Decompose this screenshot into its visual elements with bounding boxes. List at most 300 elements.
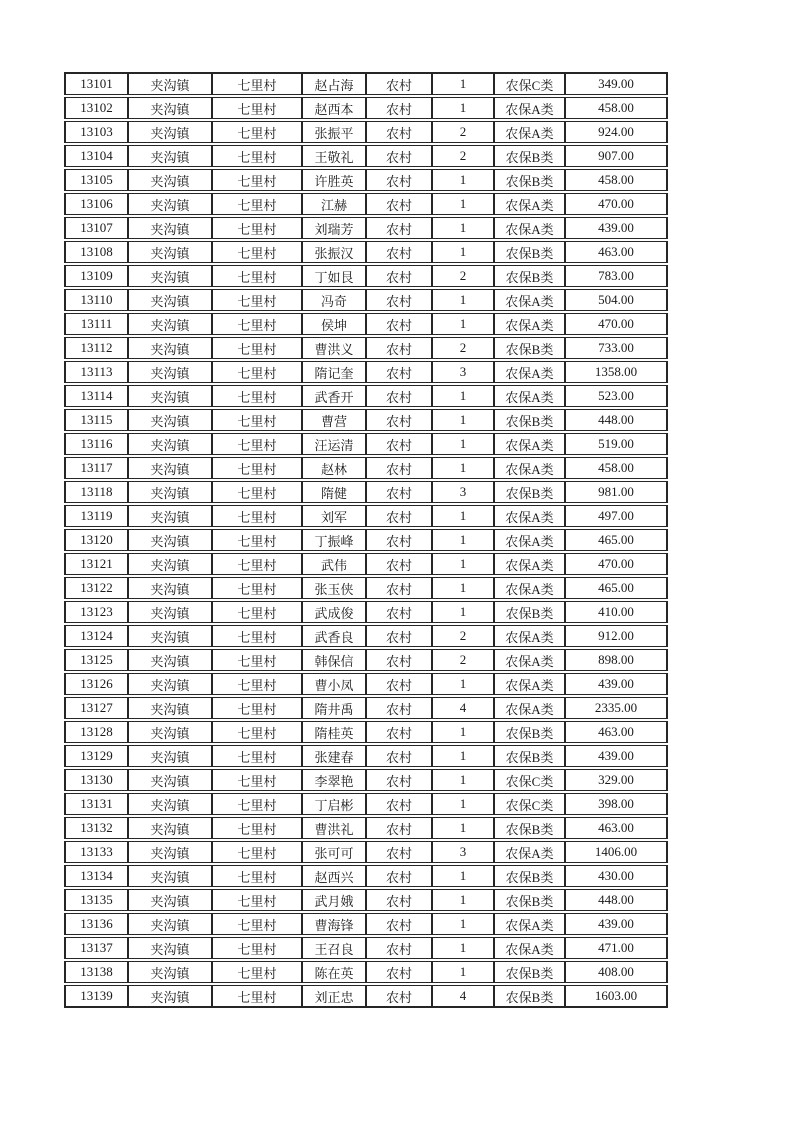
table-cell: 夹沟镇 — [128, 241, 212, 263]
table-cell: 农村 — [366, 793, 432, 815]
table-cell: 农保A类 — [494, 193, 565, 215]
table-cell: 1406.00 — [565, 841, 668, 863]
table-cell: 13134 — [64, 865, 128, 887]
table-cell: 张可可 — [302, 841, 366, 863]
table-cell: 3 — [432, 361, 494, 383]
table-cell: 523.00 — [565, 385, 668, 407]
table-cell: 农保A类 — [494, 553, 565, 575]
table-cell: 471.00 — [565, 937, 668, 959]
table-cell: 七里村 — [212, 697, 302, 719]
table-cell: 898.00 — [565, 649, 668, 671]
table-cell: 农保B类 — [494, 145, 565, 167]
table-cell: 曹营 — [302, 409, 366, 431]
table-cell: 398.00 — [565, 793, 668, 815]
table-row — [64, 721, 668, 743]
table-cell: 13136 — [64, 913, 128, 935]
table-cell: 农保A类 — [494, 673, 565, 695]
table-cell: 韩保信 — [302, 649, 366, 671]
table-cell: 1 — [432, 313, 494, 335]
table-cell: 农保A类 — [494, 433, 565, 455]
table-cell: 农保A类 — [494, 361, 565, 383]
table-cell: 张玉侠 — [302, 577, 366, 599]
table-cell: 1 — [432, 553, 494, 575]
table-cell: 1358.00 — [565, 361, 668, 383]
table-cell: 3 — [432, 481, 494, 503]
table-cell: 农村 — [366, 721, 432, 743]
table-cell: 农保A类 — [494, 97, 565, 119]
table-cell: 458.00 — [565, 97, 668, 119]
table-cell: 农村 — [366, 745, 432, 767]
table-cell: 329.00 — [565, 769, 668, 791]
table-cell: 隋桂英 — [302, 721, 366, 743]
table-cell: 曹海锋 — [302, 913, 366, 935]
table-cell: 夹沟镇 — [128, 745, 212, 767]
table-cell: 1 — [432, 193, 494, 215]
insurance-roster-table — [64, 70, 668, 1010]
table-cell: 1 — [432, 769, 494, 791]
table-cell: 夹沟镇 — [128, 721, 212, 743]
table-cell: 王召良 — [302, 937, 366, 959]
table-cell: 13110 — [64, 289, 128, 311]
table-cell: 夹沟镇 — [128, 361, 212, 383]
table-cell: 七里村 — [212, 169, 302, 191]
table-cell: 七里村 — [212, 337, 302, 359]
table-cell: 七里村 — [212, 817, 302, 839]
table-cell: 农村 — [366, 433, 432, 455]
table-cell: 439.00 — [565, 673, 668, 695]
table-cell: 13109 — [64, 265, 128, 287]
table-cell: 七里村 — [212, 313, 302, 335]
table-cell: 13114 — [64, 385, 128, 407]
table-cell: 农保A类 — [494, 649, 565, 671]
table-cell: 七里村 — [212, 673, 302, 695]
table-cell: 农村 — [366, 145, 432, 167]
table-cell: 农保A类 — [494, 289, 565, 311]
table-cell: 夹沟镇 — [128, 409, 212, 431]
table-cell: 农村 — [366, 457, 432, 479]
table-cell: 夹沟镇 — [128, 289, 212, 311]
table-cell: 夹沟镇 — [128, 529, 212, 551]
table-row — [64, 409, 668, 431]
table-cell: 458.00 — [565, 457, 668, 479]
table-cell: 1 — [432, 409, 494, 431]
table-cell: 七里村 — [212, 961, 302, 983]
table-cell: 13139 — [64, 985, 128, 1008]
table-cell: 农保B类 — [494, 889, 565, 911]
table-cell: 丁振峰 — [302, 529, 366, 551]
table-cell: 夹沟镇 — [128, 97, 212, 119]
table-cell: 农村 — [366, 865, 432, 887]
table-cell: 七里村 — [212, 241, 302, 263]
table-cell: 1 — [432, 793, 494, 815]
table-row — [64, 217, 668, 239]
table-cell: 夹沟镇 — [128, 961, 212, 983]
table-row — [64, 169, 668, 191]
table-cell: 丁如艮 — [302, 265, 366, 287]
table-cell: 13121 — [64, 553, 128, 575]
table-cell: 张振平 — [302, 121, 366, 143]
table-cell: 470.00 — [565, 313, 668, 335]
table-cell: 隋记奎 — [302, 361, 366, 383]
table-cell: 农保B类 — [494, 241, 565, 263]
table-cell: 463.00 — [565, 721, 668, 743]
table-cell: 七里村 — [212, 577, 302, 599]
table-row — [64, 889, 668, 911]
table-row — [64, 313, 668, 335]
table-cell: 13135 — [64, 889, 128, 911]
table-cell: 2 — [432, 625, 494, 647]
table-cell: 许胜英 — [302, 169, 366, 191]
table-cell: 2 — [432, 265, 494, 287]
table-cell: 刘瑞芳 — [302, 217, 366, 239]
table-cell: 农保B类 — [494, 865, 565, 887]
table-cell: 13124 — [64, 625, 128, 647]
table-cell: 夹沟镇 — [128, 193, 212, 215]
table-cell: 农村 — [366, 673, 432, 695]
table-cell: 农保B类 — [494, 961, 565, 983]
table-row — [64, 121, 668, 143]
table-cell: 夹沟镇 — [128, 697, 212, 719]
table-row — [64, 793, 668, 815]
table-cell: 439.00 — [565, 913, 668, 935]
table-cell: 夹沟镇 — [128, 601, 212, 623]
table-cell: 农保A类 — [494, 505, 565, 527]
table-cell: 13119 — [64, 505, 128, 527]
table-cell: 465.00 — [565, 529, 668, 551]
table-cell: 13133 — [64, 841, 128, 863]
table-cell: 夹沟镇 — [128, 769, 212, 791]
table-cell: 武香开 — [302, 385, 366, 407]
table-cell: 2335.00 — [565, 697, 668, 719]
table-cell: 农保B类 — [494, 409, 565, 431]
table-cell: 夹沟镇 — [128, 505, 212, 527]
table-row — [64, 865, 668, 887]
table-cell: 2 — [432, 121, 494, 143]
table-cell: 李翠艳 — [302, 769, 366, 791]
table-cell: 曹洪义 — [302, 337, 366, 359]
table-cell: 13122 — [64, 577, 128, 599]
table-cell: 赵西本 — [302, 97, 366, 119]
table-row — [64, 817, 668, 839]
table-cell: 912.00 — [565, 625, 668, 647]
table-cell: 13113 — [64, 361, 128, 383]
table-cell: 13105 — [64, 169, 128, 191]
table-cell: 农村 — [366, 121, 432, 143]
table-row — [64, 433, 668, 455]
table-cell: 七里村 — [212, 553, 302, 575]
table-cell: 农村 — [366, 72, 432, 95]
table-cell: 夹沟镇 — [128, 265, 212, 287]
table-cell: 439.00 — [565, 745, 668, 767]
table-cell: 七里村 — [212, 505, 302, 527]
table-cell: 七里村 — [212, 793, 302, 815]
table-row — [64, 553, 668, 575]
table-cell: 1 — [432, 241, 494, 263]
table-cell: 七里村 — [212, 601, 302, 623]
table-cell: 733.00 — [565, 337, 668, 359]
table-cell: 隋健 — [302, 481, 366, 503]
table-row — [64, 625, 668, 647]
table-cell: 463.00 — [565, 817, 668, 839]
table-body — [64, 72, 668, 1008]
table-cell: 夹沟镇 — [128, 313, 212, 335]
table-cell: 侯坤 — [302, 313, 366, 335]
table-cell: 农保A类 — [494, 529, 565, 551]
table-cell: 夹沟镇 — [128, 553, 212, 575]
table-row — [64, 961, 668, 983]
table-cell: 1 — [432, 601, 494, 623]
table-cell: 1 — [432, 961, 494, 983]
table-cell: 农村 — [366, 625, 432, 647]
table-cell: 农村 — [366, 385, 432, 407]
table-cell: 七里村 — [212, 265, 302, 287]
table-cell: 1 — [432, 385, 494, 407]
table-cell: 武成俊 — [302, 601, 366, 623]
table-cell: 农保A类 — [494, 841, 565, 863]
table-cell: 430.00 — [565, 865, 668, 887]
table-cell: 夹沟镇 — [128, 169, 212, 191]
table-cell: 农保B类 — [494, 481, 565, 503]
table-cell: 13123 — [64, 601, 128, 623]
table-cell: 924.00 — [565, 121, 668, 143]
table-cell: 农村 — [366, 289, 432, 311]
table-cell: 13106 — [64, 193, 128, 215]
table-cell: 农村 — [366, 577, 432, 599]
table-cell: 农村 — [366, 241, 432, 263]
table-cell: 1 — [432, 289, 494, 311]
table-cell: 1 — [432, 169, 494, 191]
table-row — [64, 745, 668, 767]
table-cell: 13117 — [64, 457, 128, 479]
table-cell: 农保B类 — [494, 265, 565, 287]
table-cell: 夹沟镇 — [128, 72, 212, 95]
table-cell: 465.00 — [565, 577, 668, 599]
table-cell: 农村 — [366, 337, 432, 359]
table-cell: 13118 — [64, 481, 128, 503]
table-cell: 农保B类 — [494, 817, 565, 839]
table-cell: 七里村 — [212, 481, 302, 503]
table-row — [64, 241, 668, 263]
table-cell: 夹沟镇 — [128, 649, 212, 671]
table-row — [64, 361, 668, 383]
table-row — [64, 697, 668, 719]
table-cell: 13107 — [64, 217, 128, 239]
table-cell: 13103 — [64, 121, 128, 143]
table-cell: 刘军 — [302, 505, 366, 527]
table-cell: 农村 — [366, 217, 432, 239]
table-cell: 439.00 — [565, 217, 668, 239]
table-cell: 1 — [432, 889, 494, 911]
table-cell: 农村 — [366, 841, 432, 863]
table-cell: 1 — [432, 97, 494, 119]
table-cell: 农保A类 — [494, 577, 565, 599]
table-cell: 农村 — [366, 193, 432, 215]
table-cell: 13102 — [64, 97, 128, 119]
table-cell: 农村 — [366, 961, 432, 983]
table-cell: 农保B类 — [494, 721, 565, 743]
table-cell: 1 — [432, 529, 494, 551]
table-cell: 13108 — [64, 241, 128, 263]
table-cell: 夹沟镇 — [128, 145, 212, 167]
table-cell: 七里村 — [212, 529, 302, 551]
table-cell: 农保A类 — [494, 121, 565, 143]
table-cell: 463.00 — [565, 241, 668, 263]
table-cell: 农村 — [366, 649, 432, 671]
table-cell: 七里村 — [212, 409, 302, 431]
table-row — [64, 289, 668, 311]
table-cell: 冯奇 — [302, 289, 366, 311]
table-cell: 刘正忠 — [302, 985, 366, 1008]
table-cell: 隋井禹 — [302, 697, 366, 719]
table-cell: 七里村 — [212, 841, 302, 863]
table-cell: 农村 — [366, 913, 432, 935]
table-cell: 13125 — [64, 649, 128, 671]
table-cell: 470.00 — [565, 553, 668, 575]
table-cell: 夹沟镇 — [128, 625, 212, 647]
table-cell: 981.00 — [565, 481, 668, 503]
table-row — [64, 97, 668, 119]
table-cell: 2 — [432, 145, 494, 167]
table-row — [64, 337, 668, 359]
table-cell: 504.00 — [565, 289, 668, 311]
table-cell: 农村 — [366, 769, 432, 791]
table-cell: 七里村 — [212, 121, 302, 143]
table-cell: 七里村 — [212, 457, 302, 479]
table-row — [64, 72, 668, 95]
table-cell: 曹洪礼 — [302, 817, 366, 839]
table-cell: 农保A类 — [494, 697, 565, 719]
table-cell: 七里村 — [212, 721, 302, 743]
table-cell: 赵占海 — [302, 72, 366, 95]
table-cell: 农村 — [366, 889, 432, 911]
table-cell: 武月娥 — [302, 889, 366, 911]
table-cell: 13127 — [64, 697, 128, 719]
table-cell: 13129 — [64, 745, 128, 767]
table-cell: 农保A类 — [494, 913, 565, 935]
table-cell: 13115 — [64, 409, 128, 431]
table-cell: 农村 — [366, 529, 432, 551]
table-cell: 张振汉 — [302, 241, 366, 263]
table-cell: 农村 — [366, 313, 432, 335]
table-cell: 农保A类 — [494, 457, 565, 479]
table-cell: 夹沟镇 — [128, 121, 212, 143]
table-cell: 3 — [432, 841, 494, 863]
table-cell: 农保B类 — [494, 745, 565, 767]
table-cell: 农保A类 — [494, 385, 565, 407]
table-cell: 七里村 — [212, 385, 302, 407]
table-cell: 农村 — [366, 601, 432, 623]
table-cell: 七里村 — [212, 769, 302, 791]
table-cell: 农村 — [366, 169, 432, 191]
table-cell: 七里村 — [212, 889, 302, 911]
table-cell: 七里村 — [212, 913, 302, 935]
table-cell: 13101 — [64, 72, 128, 95]
table-cell: 农保B类 — [494, 337, 565, 359]
table-cell: 农村 — [366, 553, 432, 575]
table-cell: 汪运清 — [302, 433, 366, 455]
table-cell: 4 — [432, 985, 494, 1008]
table-cell: 907.00 — [565, 145, 668, 167]
table-cell: 夹沟镇 — [128, 337, 212, 359]
table-cell: 七里村 — [212, 97, 302, 119]
table-cell: 夹沟镇 — [128, 457, 212, 479]
table-cell: 448.00 — [565, 889, 668, 911]
table-cell: 农保A类 — [494, 625, 565, 647]
table-cell: 七里村 — [212, 937, 302, 959]
table-cell: 1 — [432, 577, 494, 599]
table-cell: 13116 — [64, 433, 128, 455]
table-row — [64, 841, 668, 863]
table-cell: 13128 — [64, 721, 128, 743]
table-row — [64, 385, 668, 407]
table-cell: 陈在英 — [302, 961, 366, 983]
table-cell: 349.00 — [565, 72, 668, 95]
table-cell: 1 — [432, 721, 494, 743]
table-cell: 1 — [432, 433, 494, 455]
table-row — [64, 601, 668, 623]
table-cell: 七里村 — [212, 361, 302, 383]
table-cell: 夹沟镇 — [128, 433, 212, 455]
table-cell: 七里村 — [212, 865, 302, 887]
table-cell: 2 — [432, 649, 494, 671]
table-cell: 1 — [432, 457, 494, 479]
table-cell: 13138 — [64, 961, 128, 983]
table-cell: 农保C类 — [494, 793, 565, 815]
table-cell: 1 — [432, 817, 494, 839]
table-cell: 武香良 — [302, 625, 366, 647]
table-cell: 2 — [432, 337, 494, 359]
table-cell: 13130 — [64, 769, 128, 791]
table-cell: 农村 — [366, 97, 432, 119]
table-cell: 408.00 — [565, 961, 668, 983]
table-cell: 七里村 — [212, 985, 302, 1008]
table-cell: 农村 — [366, 265, 432, 287]
table-cell: 武伟 — [302, 553, 366, 575]
table-cell: 曹小凤 — [302, 673, 366, 695]
table-cell: 农村 — [366, 985, 432, 1008]
table-cell: 农保B类 — [494, 601, 565, 623]
table-cell: 13120 — [64, 529, 128, 551]
table-cell: 夹沟镇 — [128, 841, 212, 863]
table-cell: 13104 — [64, 145, 128, 167]
table-cell: 13132 — [64, 817, 128, 839]
table-cell: 470.00 — [565, 193, 668, 215]
table-cell: 农村 — [366, 817, 432, 839]
table-cell: 13137 — [64, 937, 128, 959]
table-row — [64, 193, 668, 215]
table-cell: 七里村 — [212, 625, 302, 647]
table-cell: 夹沟镇 — [128, 217, 212, 239]
table-cell: 458.00 — [565, 169, 668, 191]
table-cell: 夹沟镇 — [128, 985, 212, 1008]
table-cell: 七里村 — [212, 217, 302, 239]
table-row — [64, 985, 668, 1008]
table-cell: 七里村 — [212, 745, 302, 767]
table-row — [64, 649, 668, 671]
table-cell: 13112 — [64, 337, 128, 359]
table-cell: 1 — [432, 72, 494, 95]
table-cell: 夹沟镇 — [128, 889, 212, 911]
table-cell: 夹沟镇 — [128, 865, 212, 887]
table-cell: 张建春 — [302, 745, 366, 767]
table-cell: 1 — [432, 865, 494, 887]
table-cell: 农保C类 — [494, 72, 565, 95]
table-row — [64, 145, 668, 167]
table-cell: 1603.00 — [565, 985, 668, 1008]
table-cell: 农村 — [366, 409, 432, 431]
table-cell: 王敬礼 — [302, 145, 366, 167]
table-row — [64, 529, 668, 551]
